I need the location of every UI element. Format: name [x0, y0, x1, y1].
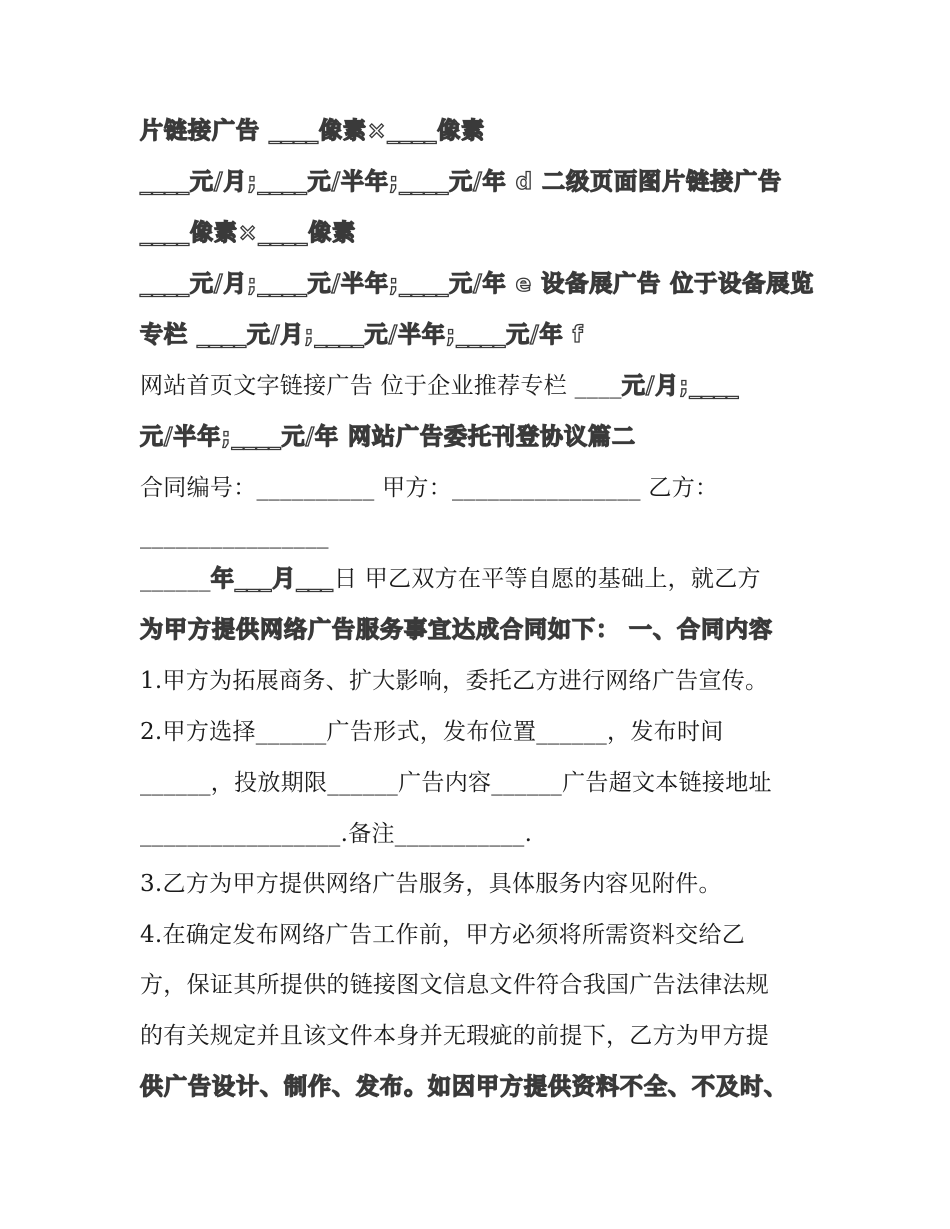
text-line — [140, 1021, 769, 1051]
text-run: ________________ — [140, 523, 329, 549]
text-run: ____元/月;____元/半年;____元/年 d 二级页面图片链接广告 — [140, 169, 783, 195]
text-line — [140, 473, 718, 503]
text-line — [140, 970, 769, 1000]
text-line — [140, 666, 768, 696]
text-line — [140, 615, 773, 645]
text-line — [140, 564, 761, 594]
text-line — [140, 320, 584, 350]
text-run: 为甲方提供网络广告服务事宜达成合同如下： 一、合同内容 — [140, 617, 774, 643]
text-run: 元/月;____ — [621, 373, 740, 399]
text-run: 元/半年;____元/年 网站广告委托刊登协议篇二 — [140, 424, 637, 450]
text-run: 1.甲方为拓展商务、扩大影响，委托乙方进行网络广告宣传。 — [140, 668, 769, 694]
text-line — [140, 218, 356, 248]
text-run: _________________.备注___________. — [140, 821, 533, 847]
text-line — [140, 920, 745, 950]
text-line — [140, 116, 485, 146]
text-run: 供广告设计、制作、发布。如因甲方提供资料不全、不及时、 — [140, 1074, 788, 1100]
text-run: ______ — [140, 566, 211, 592]
text-run: 专栏 ____元/月;____元/半年;____元/年 f — [140, 322, 584, 348]
text-line — [140, 1072, 788, 1102]
text-line — [140, 167, 782, 197]
text-run: 2.甲方选择______广告形式，发布位置______，发布时间 — [140, 719, 724, 745]
text-line — [140, 717, 724, 747]
text-line — [140, 869, 722, 899]
text-line — [140, 768, 772, 798]
text-run: 年___月___ — [210, 566, 334, 592]
text-run: 网站首页文字链接广告 位于企业推荐专栏 ____ — [140, 373, 622, 399]
text-run: 4.在确定发布网络广告工作前，甲方必须将所需资料交给乙 — [140, 922, 746, 948]
text-run: 方，保证其所提供的链接图文信息文件符合我国广告法律法规 — [140, 972, 770, 998]
text-run: 3.乙方为甲方提供网络广告服务，具体服务内容见附件。 — [140, 871, 722, 897]
text-line — [140, 422, 636, 452]
text-run: ____像素×____像素 — [140, 220, 357, 246]
text-run: ____元/月;____元/半年;____元/年 e 设备展广告 位于设备展览 — [140, 271, 815, 297]
text-run: 日 甲乙双方在平等自愿的基础上，就乙方 — [333, 566, 761, 592]
text-run: 的有关规定并且该文件本身并无瑕疵的前提下，乙方为甲方提 — [140, 1023, 770, 1049]
text-line — [140, 521, 329, 551]
text-run: 片链接广告 ____像素×____像素 — [140, 118, 486, 144]
text-line — [140, 819, 532, 849]
text-line — [140, 269, 814, 299]
text-run: 合同编号：__________ 甲方：________________ 乙方： — [140, 475, 719, 501]
text-run: ______，投放期限______广告内容______广告超文本链接地址 — [140, 770, 772, 796]
text-line — [140, 371, 739, 401]
